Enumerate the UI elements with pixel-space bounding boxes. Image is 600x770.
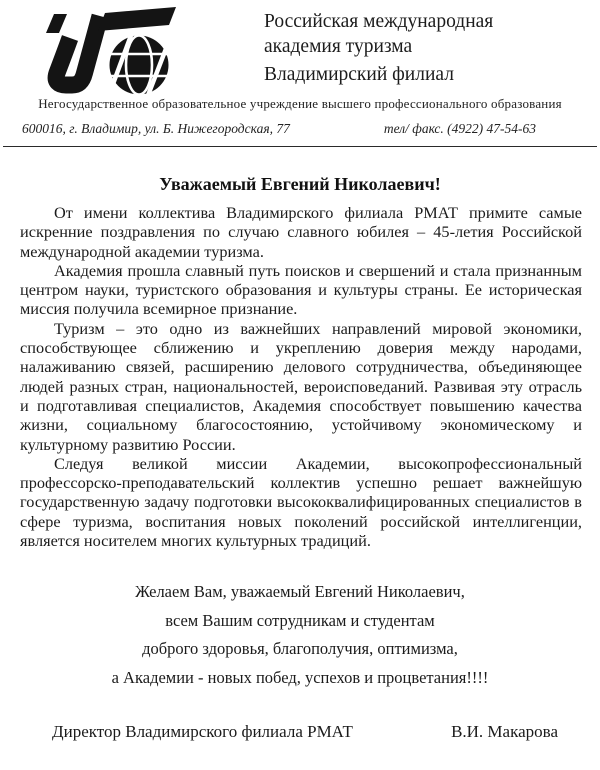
org-name-line2: академия туризма — [264, 36, 413, 57]
phone-fax: тел/ факс. (4922) 47-54-63 — [383, 121, 536, 136]
signature-row — [52, 722, 558, 742]
salutation: Уважаемый Евгений Николаевич! — [159, 174, 441, 194]
rmat-logo-icon — [26, 4, 228, 104]
letterhead-divider — [3, 146, 597, 147]
letter-body — [20, 203, 582, 550]
paragraph: Следуя великой миссии Академии, высокопрофессиональный профессорско-преподавательский коллектив успешно решает важнейшую государственную задачу подготовки высококвалифицированных специалистов в сфере туризма, воспитания новых поколений российской интеллигенции, является носителем многих культурных традиций. — [20, 453, 582, 551]
branch-name: Владимирский филиал — [264, 64, 454, 85]
postal-address: 600016, г. Владимир, ул. Б. Нижегородская, 77 — [22, 121, 290, 136]
wish-line: всем Вашим сотрудникам и студентам — [165, 610, 435, 630]
paragraph: От имени коллектива Владимирского филиала РМАТ примите самые искренние поздравления по случаю славного юбилея – 45-летия Российской международной академии туризма. — [20, 203, 582, 261]
signer-name: В.И. Макарова — [451, 722, 558, 741]
signer-position: Директор Владимирского филиала РМАТ — [52, 722, 353, 741]
contact-row — [22, 121, 536, 137]
organization-name — [264, 9, 594, 87]
paragraph: Туризм – это одно из важнейших направлений мировой экономики, способствующее сближению и укреплению доверия между народами, налаживанию связей, расширению делового сотрудничества, объединяющее людей разных стран, национальностей, вероисповеданий. Развивая эту отрасль и подготавливая специалистов, Академия способствует повышению качества жизни, социальному благосостоянию, устойчивому экономическому и культурному развитию России. — [20, 318, 582, 454]
wishes-block — [0, 578, 600, 692]
paragraph: Академия прошла славный путь поисков и свершений и стала признанным центром науки, туристского образования и культуры страны. Ее историческая миссия получила всемирное признание. — [20, 260, 582, 319]
wish-line: доброго здоровья, благополучия, оптимизма, — [142, 639, 458, 658]
wish-line: а Академии - новых побед, успехов и процветания!!!! — [111, 667, 489, 687]
org-name-line1: Российская международная — [264, 11, 494, 32]
wish-line: Желаем Вам, уважаемый Евгений Николаевич, — [135, 582, 465, 601]
institution-type-line: Негосударственное образовательное учреждение высшего профессионального образования — [38, 96, 562, 111]
